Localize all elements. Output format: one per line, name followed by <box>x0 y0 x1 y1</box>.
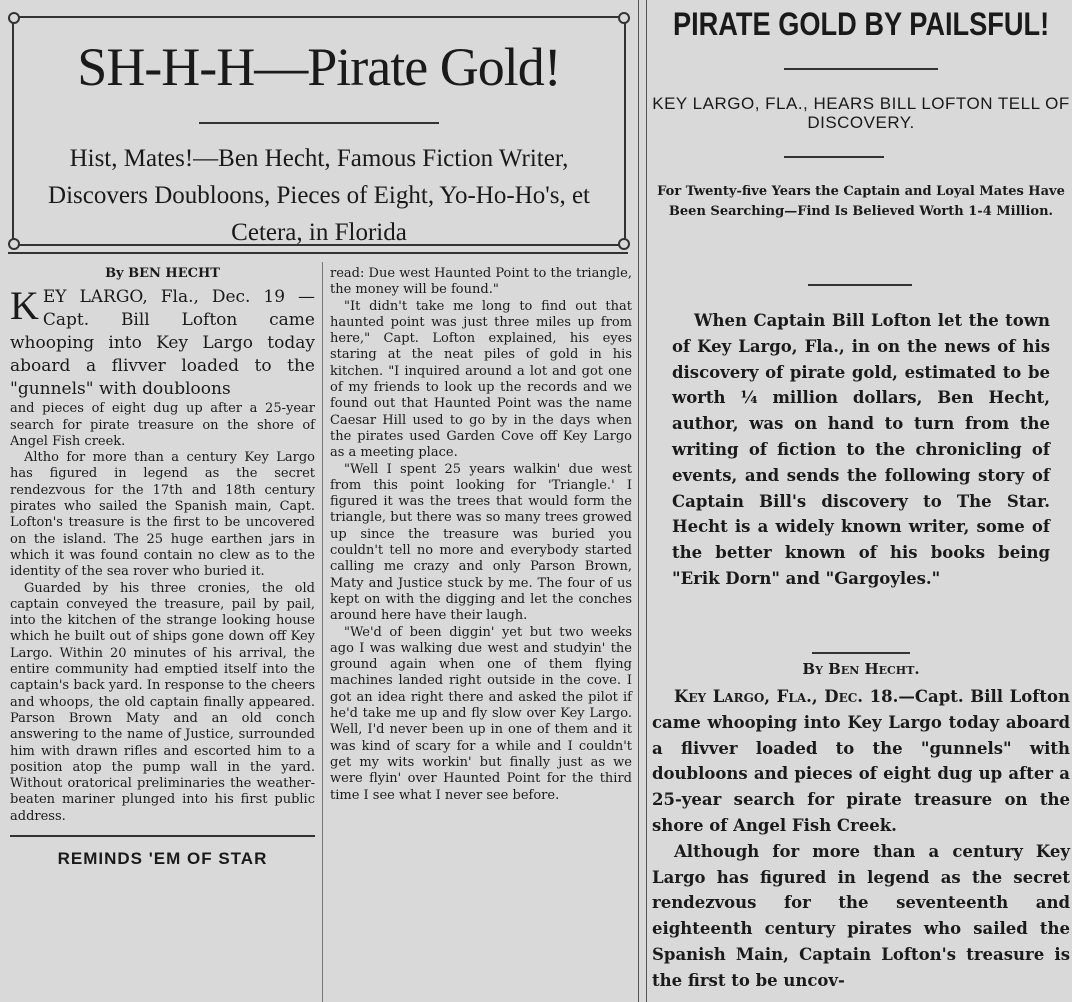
lead-text: EY LARGO, Fla., Dec. 19 —Capt. Bill Lofton came whooping into Key Largo today aboard a flivver loaded to the "gunnels" with doubloons <box>10 287 315 400</box>
article-paragraph: "We'd of been diggin' yet but two weeks ago I was walking due west and studyin' the ground again when one of them flying machines landed right outside in the cove. I got an idea right there and asked the pilot if he'd take me up and fly slow over Key Largo. Well, I'd never been up in one of them and it was kind of scary for a while and I couldn't get my wits workin' but finally just as we were flyin' over Haunted Point for the third time I see what I never see before. <box>330 624 632 803</box>
editor-note <box>672 308 1050 592</box>
article-paragraph: "Well I spent 25 years walkin' due west from this point looking for 'Triangle.' I figured it was the trees that would form the triangle, but there was so many trees growed up since the treasure was buried you couldn't tell no more and everybody started calling me crazy and only Parson Brown, Maty and Justice stuck by me. The four of us kept on with the digging and let the conches around here have their laugh. <box>330 461 632 624</box>
left-column-2 <box>330 266 632 804</box>
right-body <box>652 684 1070 994</box>
article-paragraph: Altho for more than a century Key Largo has figured in legend as the secret rendezvous for the 17th and 18th century pirates who sailed the Spanish main, Capt. Lofton's treasure is the first to be uncovered on the island. The 25 huge earthen jars in which it was found contain no clew as to the identity of the sea rover who buried it. <box>10 450 315 580</box>
left-column-1 <box>10 266 315 867</box>
lead-paragraph <box>10 283 315 401</box>
page-gutter <box>636 0 648 1002</box>
headline-box <box>12 16 626 246</box>
dateline-continuation: —Capt. Bill Lofton came whooping into Key Largo today aboard a flivver loaded to the "gunnels" with doubloons and pieces of eight dug up after a 25-year search for pirate treasure on the shore of Angel Fish Creek. <box>652 687 1070 835</box>
right-deck: For Twenty-five Years the Captain and Loyal Mates Have Been Searching—Find Is Believed Worth 1-4 Million. <box>657 184 1065 219</box>
subhead-rule <box>784 156 884 158</box>
subhead-rule <box>10 835 315 837</box>
gutter-line <box>646 0 647 1002</box>
byline-rule <box>812 652 910 654</box>
column-divider <box>322 262 323 1002</box>
editor-note-text: When Captain Bill Lofton let the town of Key Largo, Fla., in on the news of his discovery of pirate gold, estimated to be worth ¼ million dollars, Ben Hecht, author, was on hand to turn from the writing of fiction to the chronicling of events, and sends the following story of Captain Bill's discovery to The Star. Hecht is a widely known writer, some of the better known of his books being "Erik Dorn" and "Gargoyles." <box>672 311 1050 588</box>
corner-ornament <box>618 12 630 24</box>
article-paragraph: Although for more than a century Key Largo has figured in legend as the secret rendezvous for the seventeenth and eighteenth century pirates who sailed the Spanish Main, Captain Lofton's treasure is the first to be uncov- <box>652 841 1070 990</box>
left-subhead: REMINDS 'EM OF STAR <box>57 849 268 869</box>
corner-ornament <box>8 12 20 24</box>
article-paragraph: "It didn't take me long to find out that haunted point was just three miles up from here," Capt. Lofton explained, his eyes staring at the neat piles of gold in his kitchen. "I inquired around a lot and got one of my friends to look up the records and we found out that Haunted Point was the name Caesar Hill used to go by in the days when the pirates used Garden Cove off Key Largo as a meeting place. <box>330 298 632 461</box>
section-rule <box>8 252 628 254</box>
article-paragraph <box>652 684 1070 839</box>
headline-rule <box>199 122 439 124</box>
deck-rule <box>808 284 912 286</box>
gutter-line <box>638 0 639 1002</box>
left-headline: SH-H-H—Pirate Gold! <box>77 37 561 97</box>
drop-cap: K <box>10 283 39 329</box>
right-byline: By Ben Hecht. <box>802 660 920 678</box>
article-paragraph: Guarded by his three cronies, the old captain conveyed the treasure, pail by pail, into the kitchen of the strange looking house which he built out of ships gone down off Key Largo. Within 20 minutes of his arrival, the entire community had emptied itself into the captain's back yard. In response to the cheers and whoops, the old captain finally appeared. Parson Brown Maty and an old conch answering to the name of Justice, surrounded him with drawn rifles and escorted him to a position atop the pump wall in the yard. Without oratorical preliminaries the weather-beaten mariner plunged into his first public address. <box>10 580 315 824</box>
left-deck: Hist, Mates!—Ben Hecht, Famous Fiction Writer, Discovers Doubloons, Pieces of Eight, Yo-Ho-Ho's, et Cetera, in Florida <box>48 145 590 246</box>
article-paragraph: read: Due west Haunted Point to the triangle, the money will be found." <box>330 266 632 298</box>
right-headline: PIRATE GOLD BY PAILSFUL! <box>672 6 1050 42</box>
article-paragraph: and pieces of eight dug up after a 25-year search for pirate treasure on the shore of Angel Fish creek. <box>10 401 315 449</box>
dateline: Key Largo, Fla., Dec. 18. <box>674 687 899 706</box>
headline-rule <box>784 68 938 70</box>
corner-ornament <box>8 238 20 250</box>
corner-ornament <box>618 238 630 250</box>
left-byline: By BEN HECHT <box>105 266 220 281</box>
right-subhead: KEY LARGO, FLA., HEARS BILL LOFTON TELL OF DISCOVERY. <box>652 94 1070 132</box>
